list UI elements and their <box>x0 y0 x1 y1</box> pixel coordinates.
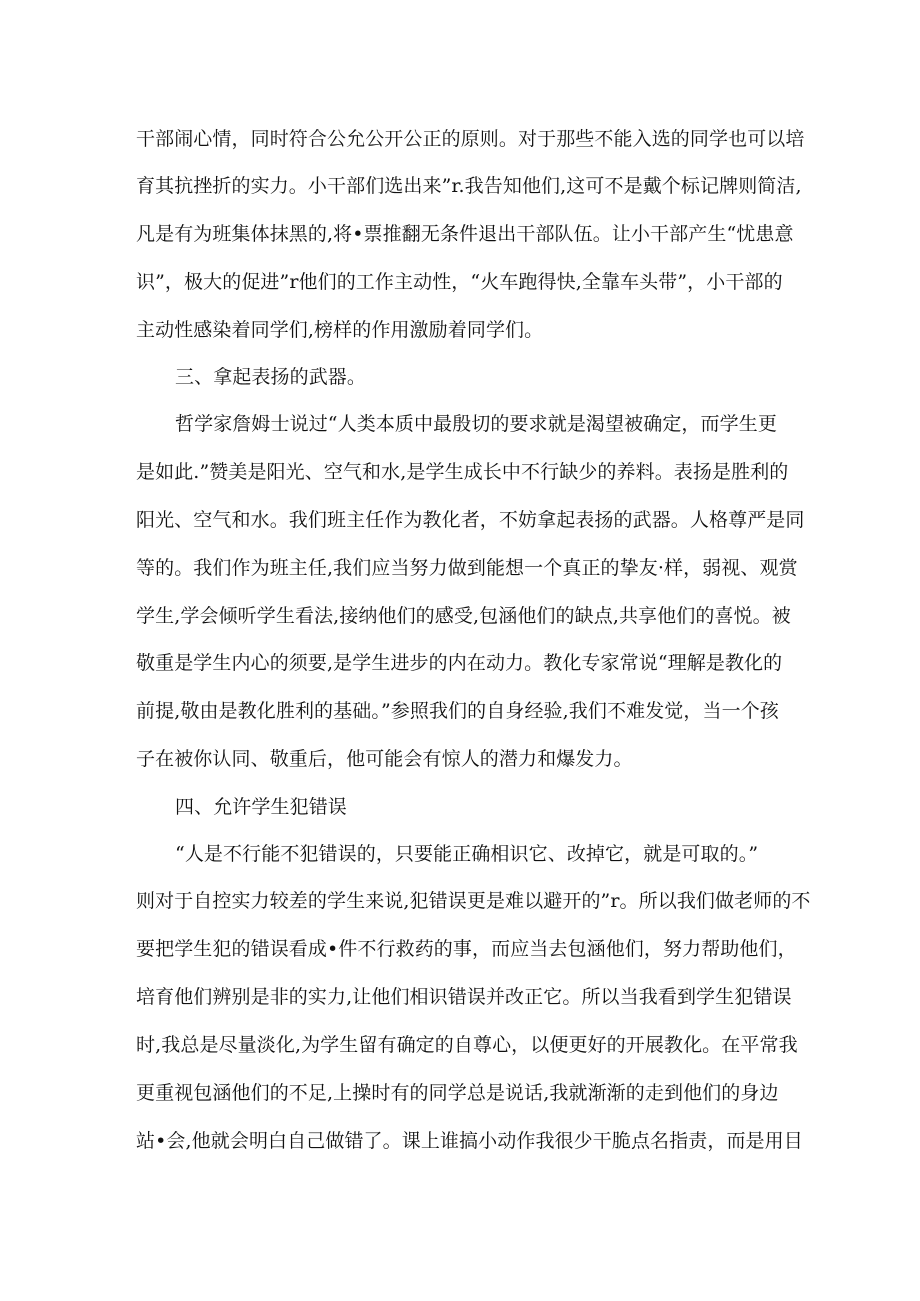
text-line: 敬重是学生内心的须要,是学生进步的内在动力。教化专家常说“理解是教化的 <box>136 652 783 674</box>
text-line: 主动性感染着同学们,榜样的作用激励着同学们。 <box>136 319 544 341</box>
text-line: “人是不行能不犯错误的，只要能正确相识它、改掉它，就是可取的。” <box>175 843 759 865</box>
text-line: 干部闹心情，同时符合公允公开公正的原则。对于那些不能入选的同学也可以培 <box>136 128 805 150</box>
text-line: 要把学生犯的错误看成•件不行救药的事，而应当去包涵他们，努力帮助他们， <box>136 938 797 960</box>
text-line: 时,我总是尽量淡化,为学生留有确定的自尊心，以便更好的开展教化。在平常我 <box>136 1034 798 1056</box>
text-line: 等的。我们作为班主任,我们应当努力做到能想一个真正的挚友·样，弱视、观赏 <box>136 557 798 579</box>
text-line: 前提,敬由是教化胜利的基础。”参照我们的自身经验,我们不难发觉，当一个孩 <box>136 700 779 722</box>
text-line: 育其抗挫折的实力。小干部们选出来”r.我告知他们,这可不是戴个标记牌则简洁, <box>136 175 802 197</box>
section-heading: 三、拿起表扬的武器。 <box>175 366 367 388</box>
text-line: 凡是有为班集体抹黑的,将•票推翻无条件退出干部队伍。让小干部产生“忧患意 <box>136 223 794 245</box>
text-line: 子在被你认同、敬重后，他可能会有惊人的潜力和爆发力。 <box>136 748 633 770</box>
text-line: 培育他们辨别是非的实力,让他们相识错误并改正它。所以当我看到学生犯错误 <box>136 986 792 1008</box>
text-line: 更重视包涵他们的不足,上操时有的同学总是说话,我就渐渐的走到他们的身边 <box>136 1082 779 1104</box>
text-line: 识”，极大的促进”r他们的工作主动性，“火车跑得快,全靠车头带”，小干部的 <box>136 271 783 293</box>
text-line: 是如此.”赞美是阳光、空气和水,是学生成长中不行缺少的养料。表扬是胜利的 <box>136 461 789 483</box>
text-line: 则对于自控实力较差的学生来说,犯错误更是难以避开的”r。所以我们做老师的不 <box>136 890 811 912</box>
text-line: 学生,学会倾听学生看法,接纳他们的感受,包涵他们的缺点,共享他们的喜悦。被 <box>136 605 791 627</box>
text-line: 阳光、空气和水。我们班主任作为教化者，不妨拿起表扬的武器。人格尊严是同 <box>136 509 805 531</box>
text-line: 站•会,他就会明白自己做错了。课上谁搞小动作我很少干脆点名指责，而是用目 <box>136 1130 803 1152</box>
section-heading: 四、允许学生犯错误 <box>175 796 347 818</box>
text-line: 哲学家詹姆士说过“人类本质中最殷切的要求就是渴望被确定，而学生更 <box>175 413 777 435</box>
